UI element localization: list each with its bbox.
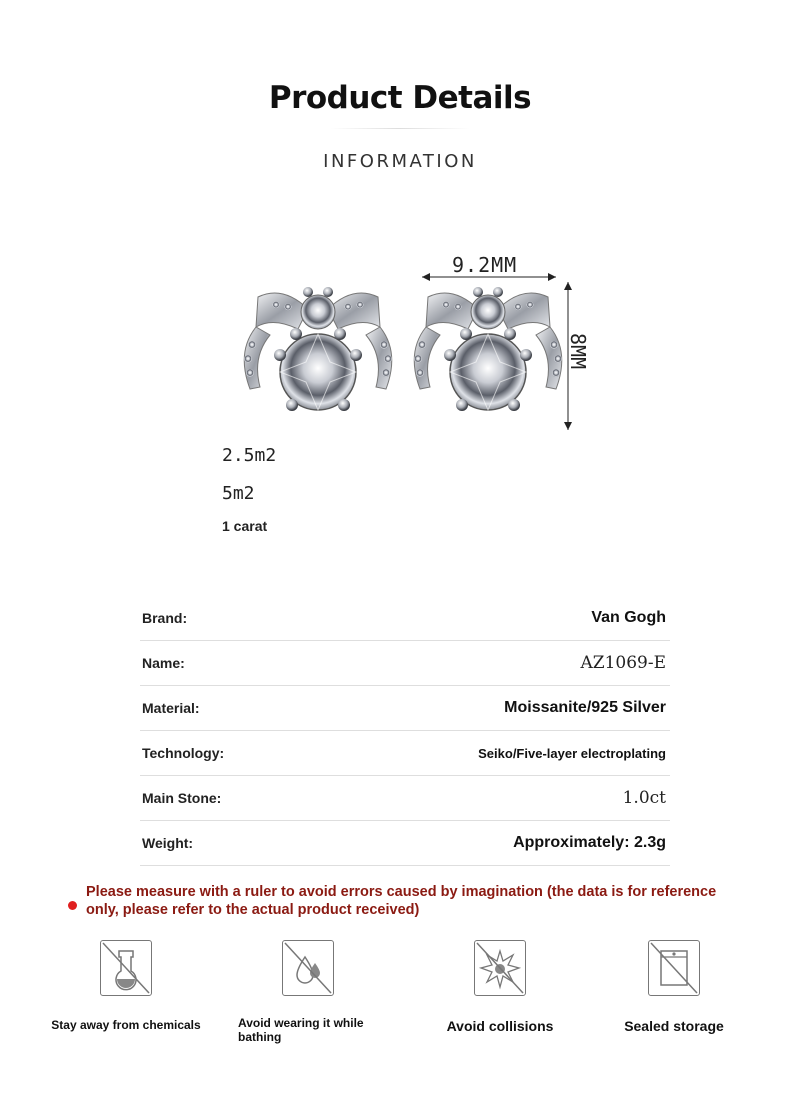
spec-value: Van Gogh [591,609,666,626]
specs-table [140,596,670,866]
spec-row-material [140,686,670,731]
spec-value: AZ1069-E [580,653,666,673]
care-item-collisions [415,940,585,1034]
earrings-illustration [0,0,800,480]
height-dimension-label: 8MM [566,333,590,370]
measurement-notice [68,883,728,919]
spec-value: Seiko/Five-layer electroplating [478,745,666,761]
spec-row-brand [140,596,670,641]
spec-label: Name: [142,655,185,671]
spec-label: Main Stone: [142,790,222,806]
care-label: Avoid wearing it while bathing [238,1016,364,1044]
size-option: 5m2 [222,483,255,504]
spec-label: Material: [142,700,200,716]
width-dimension-label: 9.2MM [452,253,518,277]
page-subtitle: INFORMATION [323,151,477,172]
no-bathing-icon [282,940,334,996]
page-title: Product Details [268,80,532,116]
spec-row-main-stone [140,776,670,821]
spec-value: Approximately: 2.3g [513,834,666,851]
care-label: Stay away from chemicals [51,1018,201,1032]
care-item-storage [589,940,759,1034]
spec-row-name [140,641,670,686]
spec-label: Weight: [142,835,194,851]
size-option: 2.5m2 [222,445,277,466]
care-item-chemicals [41,940,211,1032]
spec-label: Technology: [142,745,225,761]
care-label: Avoid collisions [446,1018,554,1034]
notice-dot-icon [68,901,77,910]
care-item-bathing [223,940,393,1044]
no-chemicals-icon [100,940,152,996]
spec-value: Moissanite/925 Silver [504,699,666,716]
spec-label: Brand: [142,610,188,626]
care-label: Sealed storage [624,1018,724,1034]
notice-text: Please measure with a ruler to avoid errors caused by imagination (the data is for reference only, please refer to the actual product received) [86,884,717,918]
avoid-collisions-icon [474,940,526,996]
spec-row-technology [140,731,670,776]
spec-row-weight [140,821,670,866]
sealed-storage-icon [648,940,700,996]
size-option: 1 carat [222,518,268,534]
spec-value: 1.0ct [622,788,666,808]
